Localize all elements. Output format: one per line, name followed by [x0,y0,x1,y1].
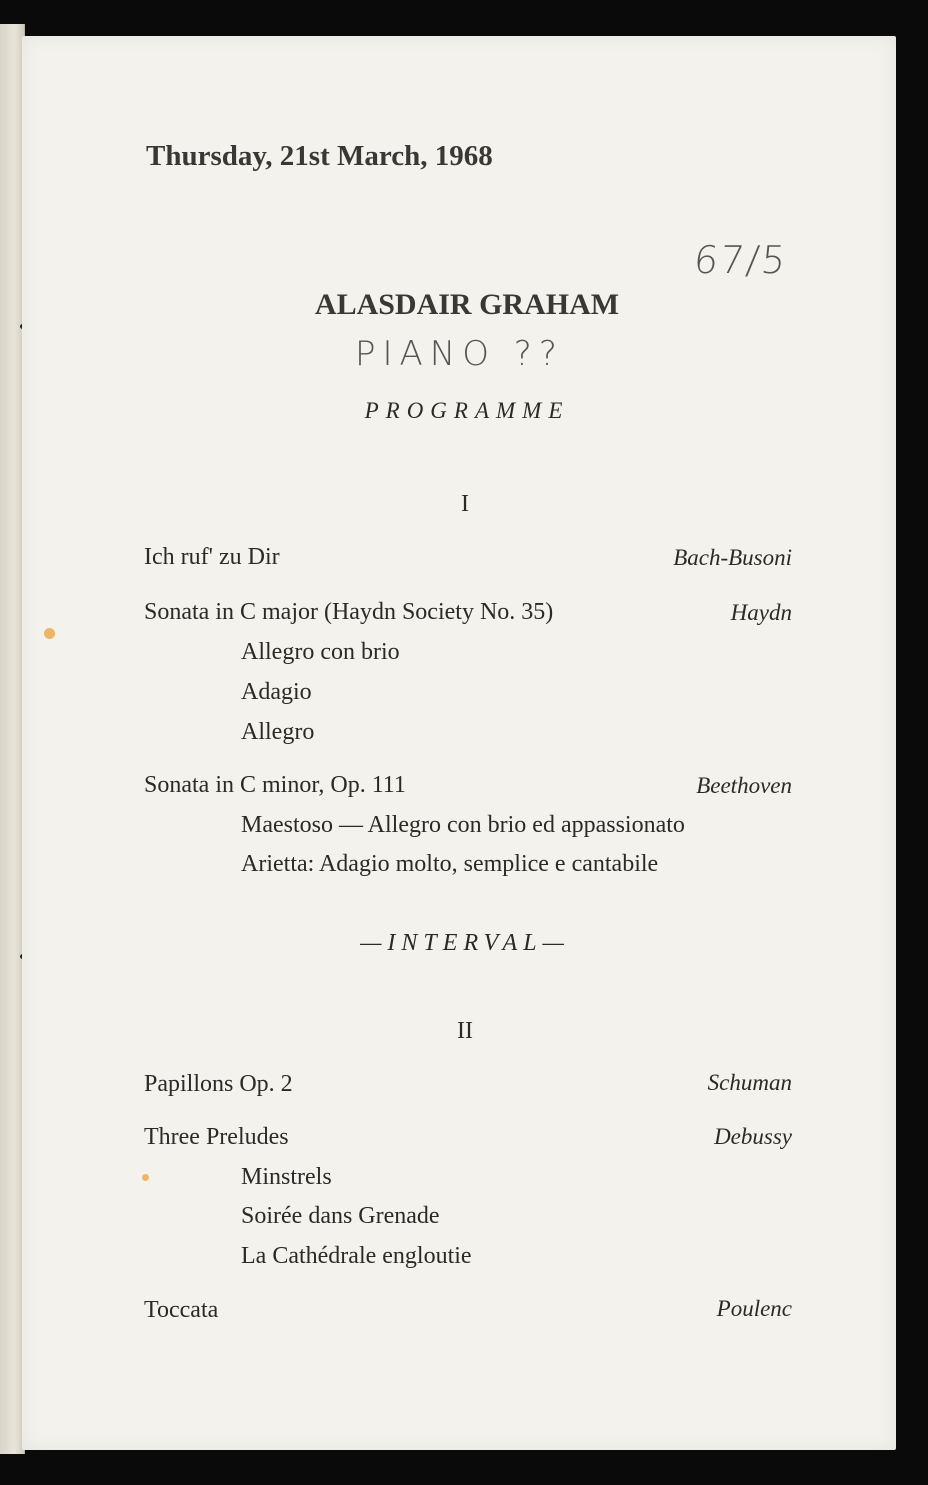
movement: La Cathédrale engloutie [241,1243,472,1269]
work-title: Three Preludes [144,1124,289,1150]
part-one-label: I [461,491,469,517]
programme-page [22,36,896,1450]
foxing-stain [142,1174,149,1181]
movement: Adagio [241,679,312,705]
composer-name: Bach-Busoni [673,545,792,570]
composer-name: Haydn [730,600,792,625]
movement: Arietta: Adagio molto, semplice e cantabile [241,851,659,877]
foxing-stain [44,628,55,639]
work-title: Toccata [144,1297,219,1323]
programme-heading: PROGRAMME [364,398,570,423]
performer-name: ALASDAIR GRAHAM [314,288,620,321]
work-title: Sonata in C major (Haydn Society No. 35) [144,599,554,625]
part-two-label: II [457,1018,473,1044]
movement: Maestoso — Allegro con brio ed appassionato [241,812,685,838]
composer-name: Debussy [714,1124,792,1149]
work-title: Sonata in C minor, Op. 111 [144,772,406,798]
handwritten-note: PIANO ?? [355,334,564,374]
work-title: Papillons Op. 2 [144,1071,293,1097]
composer-name: Poulenc [716,1296,792,1321]
handwritten-number: 67/5 [691,238,790,282]
movement: Minstrels [241,1164,332,1190]
composer-name: Beethoven [696,773,792,798]
movement: Allegro [241,719,315,745]
interval-marker: —INTERVAL— [360,930,570,956]
movement: Allegro con brio [241,639,400,665]
work-title: Ich ruf' zu Dir [144,544,280,570]
composer-name: Schuman [707,1070,792,1095]
concert-date: Thursday, 21st March, 1968 [146,140,493,172]
movement: Soirée dans Grenade [241,1203,440,1229]
